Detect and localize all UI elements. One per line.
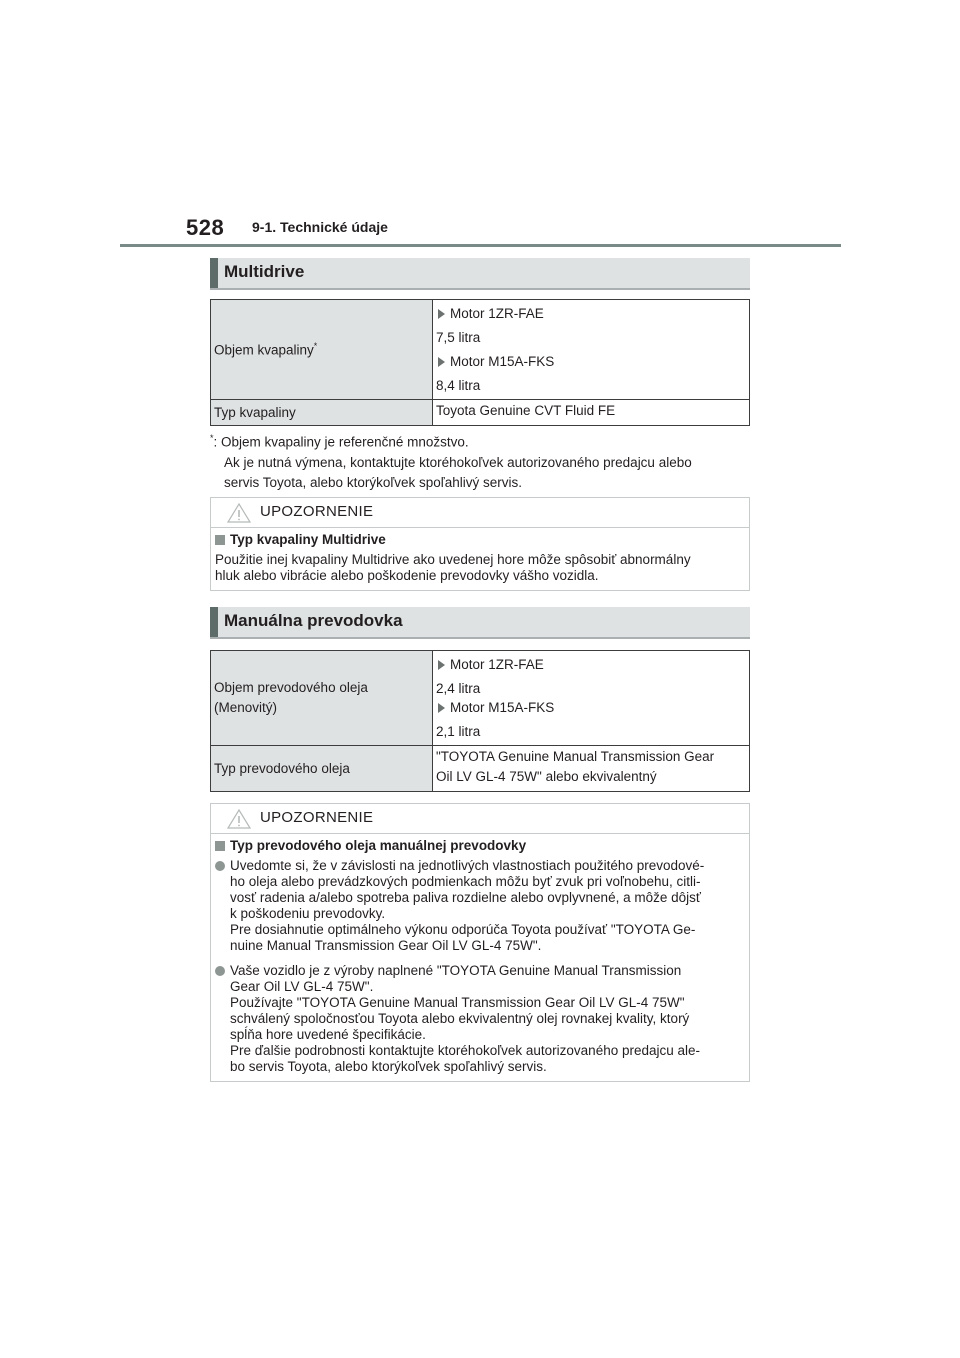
oil-type-value: Oil LV GL-4 75W" alebo ekvivalentný bbox=[436, 769, 657, 784]
footnote-mark: * bbox=[210, 433, 214, 443]
manual-transmission-heading bbox=[210, 607, 750, 639]
table-row bbox=[211, 746, 750, 792]
caution-subtitle bbox=[215, 838, 745, 854]
caution-box bbox=[210, 803, 750, 1082]
footnote-line: servis Toyota, alebo ktorýkoľvek spoľahlivý servis. bbox=[224, 474, 522, 490]
engine-name: Motor 1ZR-FAE bbox=[450, 657, 544, 672]
caution-text-line: Používajte "TOYOTA Genuine Manual Transmission Gear Oil LV GL-4 75W" bbox=[230, 995, 685, 1010]
table-row bbox=[211, 400, 750, 426]
multidrive-heading bbox=[210, 258, 750, 290]
caution-title: UPOZORNENIE bbox=[260, 503, 374, 520]
caution-text-line: hluk alebo vibrácie alebo poškodenie prevodovky vášho vozidla. bbox=[215, 568, 599, 583]
caution-subtitle-text: Typ kvapaliny Multidrive bbox=[230, 532, 386, 547]
triangle-bullet-icon bbox=[438, 660, 445, 670]
engine-item bbox=[436, 698, 745, 717]
table-row bbox=[211, 300, 750, 400]
capacity-value: 7,5 litra bbox=[436, 330, 481, 345]
type-label: Typ kvapaliny bbox=[211, 400, 433, 426]
oil-capacity-label: Objem prevodového oleja bbox=[214, 680, 368, 695]
multidrive-heading-text: Multidrive bbox=[224, 262, 305, 281]
engine-item bbox=[436, 304, 745, 323]
square-bullet-icon bbox=[215, 841, 225, 851]
oil-type-value-cell bbox=[433, 746, 750, 792]
engine-item bbox=[436, 655, 745, 674]
caution-header bbox=[211, 804, 749, 834]
caution-text-line: vosť radenia a/alebo spotreba paliva rozdielne alebo ovplyvnené, a môže dôjsť bbox=[230, 890, 701, 905]
caution-text-line: Gear Oil LV GL-4 75W". bbox=[230, 979, 374, 994]
header-divider bbox=[120, 244, 841, 247]
capacity-label: Objem kvapaliny bbox=[214, 342, 314, 358]
oil-capacity-value-cell bbox=[433, 651, 750, 746]
manual-spec-table bbox=[210, 650, 750, 792]
caution-subtitle-text: Typ prevodového oleja manuálnej prevodovky bbox=[230, 838, 527, 853]
multidrive-spec-table bbox=[210, 299, 750, 426]
caution-text-line: Vaše vozidlo je z výroby naplnené "TOYOTA Genuine Manual Transmission bbox=[230, 963, 682, 978]
caution-text-line: Uvedomte si, že v závislosti na jednotlivých vlastnostiach použitého prevodové- bbox=[230, 858, 705, 873]
footnote-mark: * bbox=[313, 341, 318, 352]
caution-body bbox=[211, 834, 749, 1081]
engine-item bbox=[436, 352, 745, 371]
footnote-line: Ak je nutná výmena, kontaktujte ktoréhokoľvek autorizovaného predajcu alebo bbox=[224, 454, 692, 470]
caution-text-line: spĺňa hore uvedené špecifikácie. bbox=[230, 1027, 426, 1042]
section-title: 9-1. Technické údaje bbox=[252, 219, 388, 235]
oil-capacity-value: 2,1 litra bbox=[436, 724, 481, 739]
type-value: Toyota Genuine CVT Fluid FE bbox=[433, 400, 750, 426]
warning-triangle-icon bbox=[227, 809, 251, 829]
warning-triangle-icon bbox=[227, 503, 251, 523]
caution-text-line: Pre dosiahnutie optimálneho výkonu odporúča Toyota používať "TOYOTA Ge- bbox=[230, 922, 696, 937]
caution-header bbox=[211, 498, 749, 528]
oil-capacity-label-cell bbox=[211, 651, 433, 746]
caution-subtitle bbox=[215, 532, 745, 548]
round-bullet-icon bbox=[215, 861, 225, 871]
caution-text-line: nuine Manual Transmission Gear Oil LV GL-4 75W". bbox=[230, 938, 542, 953]
caution-text-line: schválený spoločnosťou Toyota alebo ekvivalentný olej rovnakej kvality, ktorý bbox=[230, 1011, 690, 1026]
page-number: 528 bbox=[186, 215, 225, 240]
triangle-bullet-icon bbox=[438, 703, 445, 713]
engine-name: Motor M15A-FKS bbox=[450, 700, 555, 715]
caution-title: UPOZORNENIE bbox=[260, 809, 374, 826]
caution-text-line: Použitie inej kvapaliny Multidrive ako uvedenej hore môže spôsobiť abnormálny bbox=[215, 552, 691, 567]
caution-text-line: bo servis Toyota, alebo ktorýkoľvek spoľahlivý servis. bbox=[230, 1059, 547, 1074]
footnote bbox=[210, 428, 750, 493]
caution-box bbox=[210, 497, 750, 591]
round-bullet-icon bbox=[215, 966, 225, 976]
list-item bbox=[215, 858, 745, 954]
caution-text-line: k poškodeniu prevodovky. bbox=[230, 906, 386, 921]
oil-capacity-value: 2,4 litra bbox=[436, 681, 481, 696]
engine-name: Motor 1ZR-FAE bbox=[450, 306, 544, 321]
caution-body bbox=[211, 528, 749, 590]
square-bullet-icon bbox=[215, 535, 225, 545]
triangle-bullet-icon bbox=[438, 309, 445, 319]
table-row bbox=[211, 651, 750, 746]
oil-capacity-sublabel: (Menovitý) bbox=[214, 700, 278, 715]
caution-text-line: ho oleja alebo prevádzkových podmienkach môžu byť zvuk pri voľnobehu, citli- bbox=[230, 874, 701, 889]
capacity-label-cell bbox=[211, 300, 433, 400]
oil-type-value: "TOYOTA Genuine Manual Transmission Gear bbox=[436, 749, 715, 764]
capacity-value: 8,4 litra bbox=[436, 378, 481, 393]
oil-type-label: Typ prevodového oleja bbox=[211, 746, 433, 792]
triangle-bullet-icon bbox=[438, 357, 445, 367]
manual-transmission-heading-text: Manuálna prevodovka bbox=[224, 611, 403, 630]
list-item bbox=[215, 963, 745, 1075]
footnote-line: : Objem kvapaliny je referenčné množstvo. bbox=[213, 434, 469, 450]
caution-text-line: Pre ďalšie podrobnosti kontaktujte ktoréhokoľvek autorizovaného predajcu ale- bbox=[230, 1043, 701, 1058]
capacity-value-cell bbox=[433, 300, 750, 400]
engine-name: Motor M15A-FKS bbox=[450, 354, 555, 369]
